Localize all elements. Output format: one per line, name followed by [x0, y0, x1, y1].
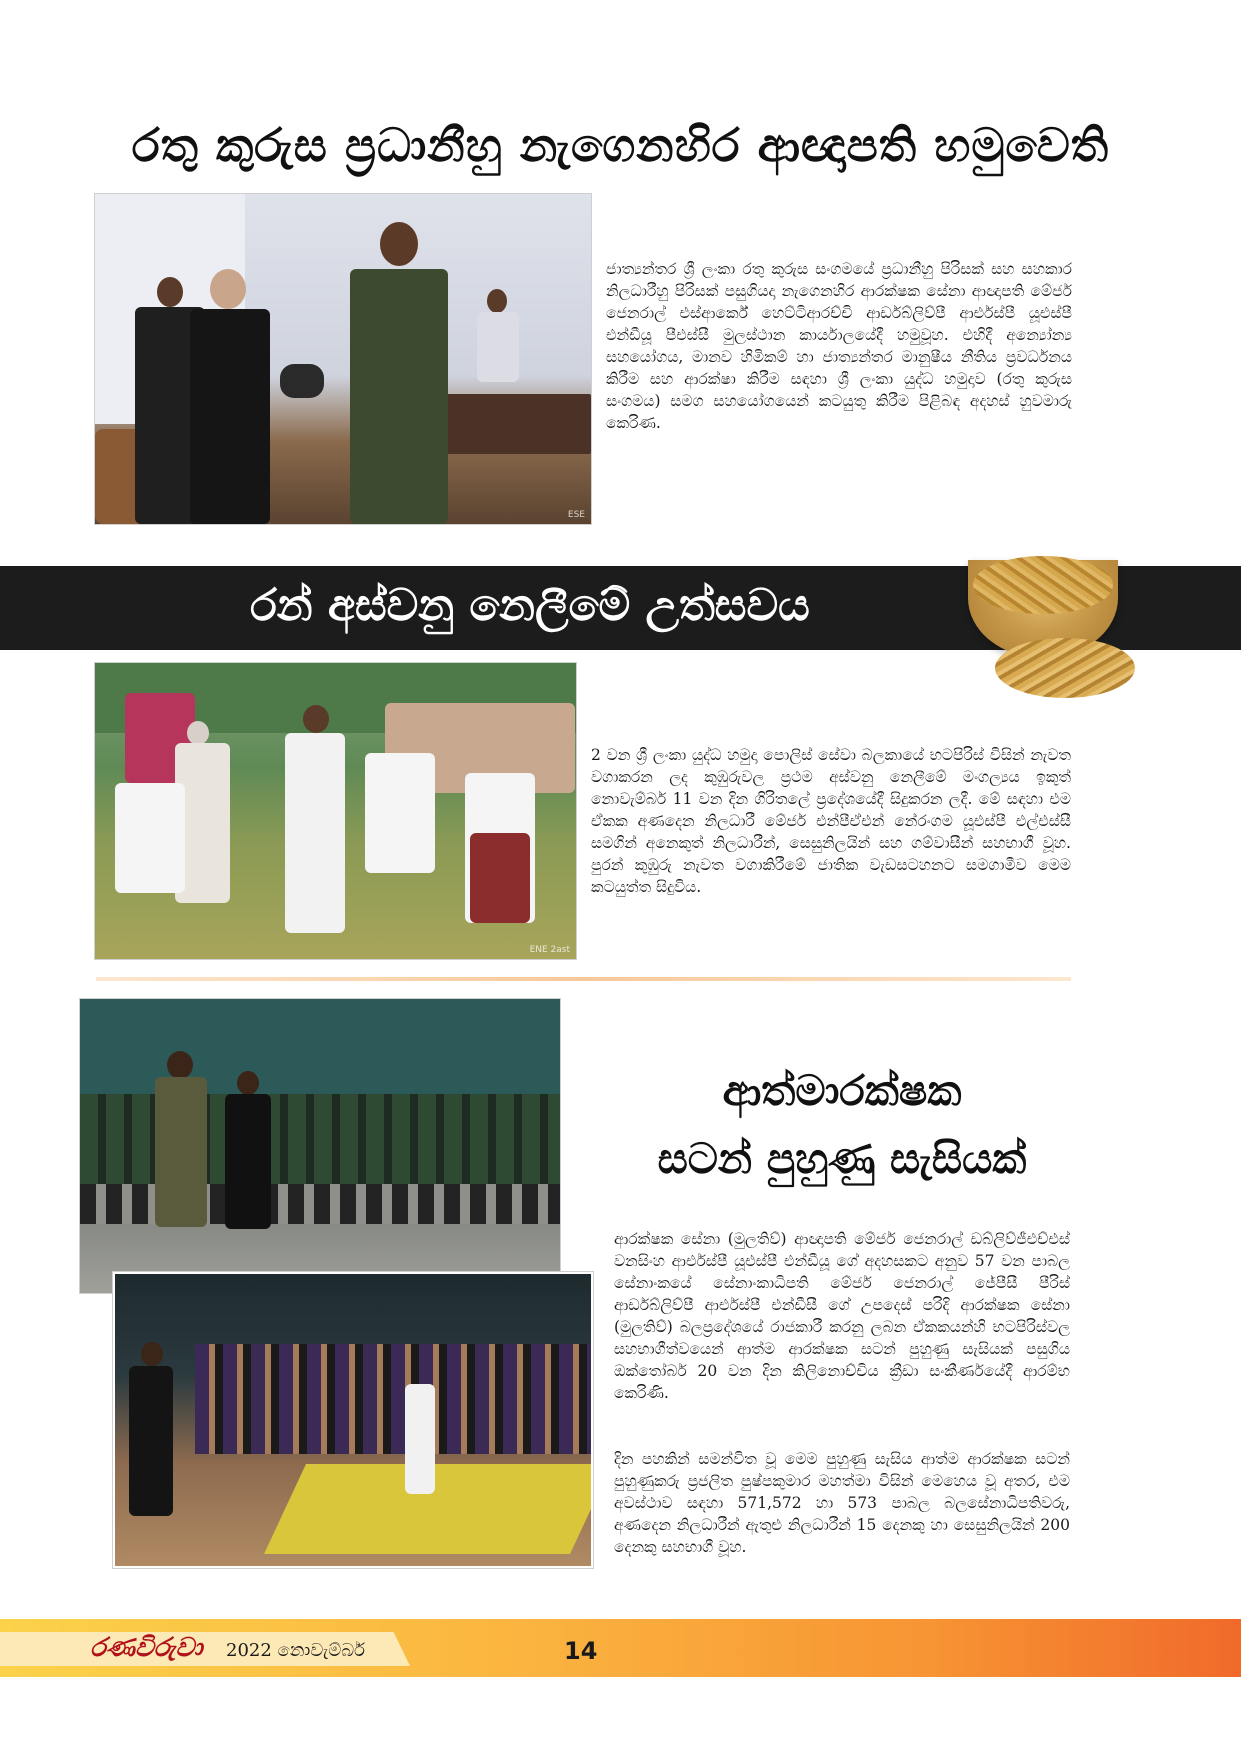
article-title-red-cross: රතු කුරුස ප්‍රධානීහු නැගෙනහිර ආඥාපති හමුවෙති: [131, 118, 1110, 172]
article-title-self-defense-line2: සටන් පුහුණු සැසියක්: [657, 1134, 1027, 1183]
photo-harvest-ceremony: [94, 662, 577, 960]
issue-date: 2022 නොවැම්බර්: [226, 1640, 365, 1661]
photo-self-defense-training: [113, 1272, 593, 1568]
article-body-self-defense-1: ආරක්ෂක සේනා (මුලතිව්) ආඥාපති මේජර් ජෙනරාල් ඩබ්ලිව්ජීඑච්එස් වනසිංහ ආර්එස්පී යූඑස්පී එන්ඩීයූ ගේ අදහසකට අනුව 57 වන පාබල සේනාංකයේ සේනාංකාධිපති මේජර් ජෙනරාල් ජේපීසී පීරිස් ආර්ඩබ්ලිව්පී ආර්එස්පී එන්ඩීසී ගේ උපදෙස් පරිදි ආරක්ෂක සේනා (මුලතිව්) බලප්‍රදේශයේ රාජකාරී කරනු ලබන ඒකකයන්හි භටපිරිස්වල සහභාගීත්වයෙන් ආත්ම ආරක්ෂක සටන් පුහුණු සැසියක් පසුගිය ඔක්තෝබර් 20 වන දින කිලිනොච්චිය ක්‍රීඩා සංකීර්ණයේදී ආරම්භ කෙරිණි.: [614, 1230, 1070, 1402]
rice-pile-image: [995, 638, 1135, 698]
photo-watermark-2: ENE 2ast: [529, 945, 570, 955]
photo-red-cross-meeting: [94, 193, 592, 525]
article-body-harvest: 2 වන ශ්‍රී ලංකා යුද්ධ හමුදා පොලිස් සේවා බලකායේ භටපිරිස් විසින් නැවත වගාකරන ලද කුඹුරුවල ප්‍රථම අස්වනු නෙලීමේ මංගල්‍යය ඉකුත් නොවැම්බර් 11 වන දින ගිරිතලේ ප්‍රදේශයේදී සිදුකරන ලදී. මේ සඳහා එම ඒකක අණදෙන නිලධාරී මේජර් එන්පීඒඑන් නේරංගම යූඑස්පී එල්එස්සී සමගින් අනෙකුත් නිලධාරීන්, සෙසුනිලයින් සහ ගම්වාසීන් සහභාගී වූහ. පුරන් කුඹුරු නැවත වගාකිරීමේ ජාතික වැඩසටහනට සමගාමීව මෙම කටයුත්ත සිදුවිය.: [591, 746, 1071, 896]
section-divider: [96, 977, 1071, 981]
photo-troops-lineup: [79, 998, 561, 1294]
article-body-self-defense-2: දින පහකින් සමන්විත වූ මෙම පුහුණු සැසිය ආත්ම ආරක්ෂක සටන් පුහුණුකරු ප්‍රජලිත පුෂ්පකුමාර මහත්මා විසින් මෙහෙය වූ අතර, එම අවස්ථාව සඳහා 571,572 හා 573 පාබල බලසේනාධිපතිවරු, අණදෙන නිලධාරීන් ඇතුළු නිලධාරීන් 15 දෙනකු හා සෙසුනිලයින් 200 දෙනකු සහභාගී වූහ.: [614, 1450, 1070, 1556]
magazine-logo: රණවිරුවා: [90, 1633, 203, 1663]
rice-grains-image: [973, 556, 1113, 614]
photo-watermark: ESE: [567, 510, 585, 520]
article-body-red-cross: ජාත්‍යන්තර ශ්‍රී ලංකා රතු කුරුස සංගමයේ ප්‍රධානීහු පිරිසක් සහ සහකාර නිලධාරීහු පිරිසක් පසුගියදා නැගෙනහිර ආරක්ෂක සේනා ආඥාපති මේජර් ජෙනරාල් එස්ආර්කේ හෙට්ටිආරච්චි ආර්ඩබ්ලිව්පී ආර්එස්පී යූඑස්පී එන්ඩීයූ පීඑස්සී මුලස්ථාන කාර්යාලයේදී හමුවූහ. එහිදී අන්‍යෝන්‍ය සහයෝගය, මානව හිමිකම් හා ජාත්‍යන්තර මානුෂීය නීතිය ප්‍රවර්ධනය කිරීම සහ ආරක්ෂා කිරීම සඳහා ශ්‍රී ලංකා යුද්ධ හමුදාව (රතු කුරුස සංගමය) සමග සහයෝගයෙන් කටයුතු කිරීම පිළිබඳ අදහස් හුවමාරු කෙරිණ.: [606, 260, 1072, 432]
article-title-harvest: රන් අස්වනු නෙලීමේ උත්සවය: [250, 580, 810, 631]
article-title-self-defense-line1: ආත්මාරක්ෂක: [722, 1066, 962, 1115]
page-number: 14: [564, 1637, 598, 1665]
